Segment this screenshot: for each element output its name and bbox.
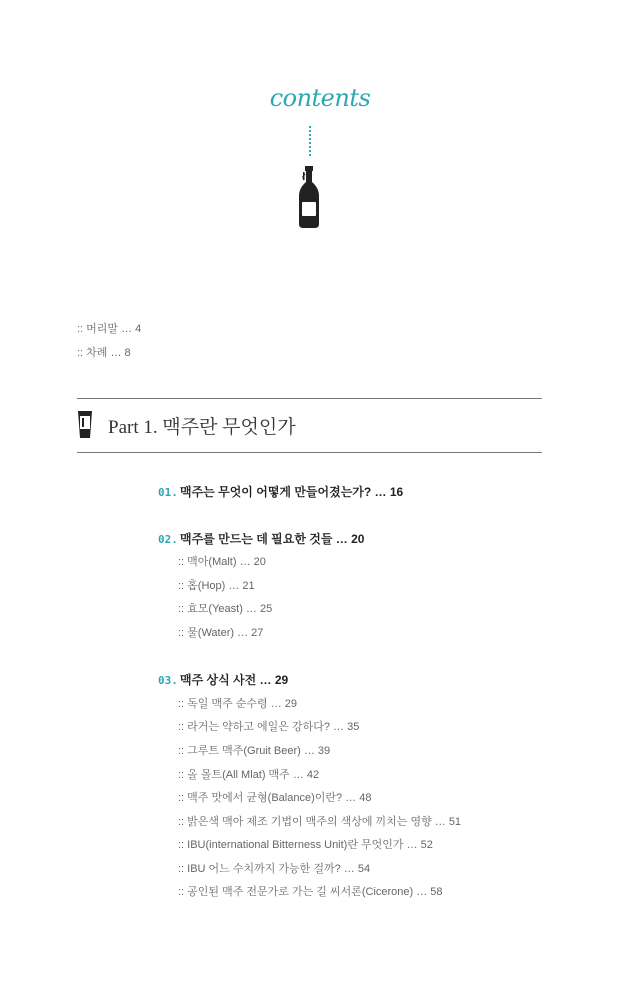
section-entry[interactable]: :: 밝은색 맥아 제조 기법이 맥주의 색상에 끼치는 영향 … 51 (178, 816, 462, 828)
contents-title: contents (269, 84, 371, 112)
divider-top (77, 398, 542, 399)
chapter-entry[interactable] (158, 671, 288, 688)
front-matter-item[interactable]: :: 차례 … 8 (77, 347, 131, 359)
chapter-title: 맥주는 무엇이 어떻게 만들어졌는가? … 16 (180, 485, 404, 499)
section-entry[interactable]: :: 효모(Yeast) … 25 (178, 603, 273, 615)
part-title: Part 1. 맥주란 무엇인가 (108, 417, 296, 438)
chapter-title: 맥주 상식 사전 … 29 (180, 673, 289, 687)
section-entry[interactable]: :: 공인된 맥주 전문가로 가는 길 씨서론(Cicerone) … 58 (178, 886, 443, 898)
section-entry[interactable]: :: 독일 맥주 순수령 … 29 (178, 698, 298, 710)
chapter-number: 01. (158, 486, 178, 499)
section-entry[interactable]: :: 그루트 맥주(Gruit Beer) … 39 (178, 745, 331, 757)
section-entry[interactable]: :: 맥주 맛에서 균형(Balance)이란? … 48 (178, 792, 372, 804)
beer-bottle-icon (297, 166, 321, 233)
section-entry[interactable]: :: 물(Water) … 27 (178, 627, 264, 639)
dotted-divider (309, 126, 311, 156)
beer-glass-icon (77, 411, 93, 444)
section-entry[interactable]: :: IBU 어느 수치까지 가능한 걸까? … 54 (178, 863, 371, 875)
section-entry[interactable]: :: 라거는 약하고 에일은 강하다? … 35 (178, 721, 360, 733)
chapter-title: 맥주를 만드는 데 필요한 것들 … 20 (180, 532, 365, 546)
section-entry[interactable]: :: 올 몰트(All Mlat) 맥주 … 42 (178, 769, 320, 781)
section-entry[interactable]: :: 맥아(Malt) … 20 (178, 556, 266, 568)
front-matter-item[interactable]: :: 머리말 … 4 (77, 323, 142, 335)
chapter-entry[interactable] (158, 483, 403, 500)
section-entry[interactable]: :: 홉(Hop) … 21 (178, 580, 255, 592)
section-entry[interactable]: :: IBU(international Bitterness Unit)란 무엇인가 … 52 (178, 839, 433, 851)
chapter-number: 03. (158, 674, 178, 687)
chapter-number: 02. (158, 533, 178, 546)
divider-bottom (77, 452, 542, 453)
chapter-entry[interactable] (158, 530, 364, 547)
